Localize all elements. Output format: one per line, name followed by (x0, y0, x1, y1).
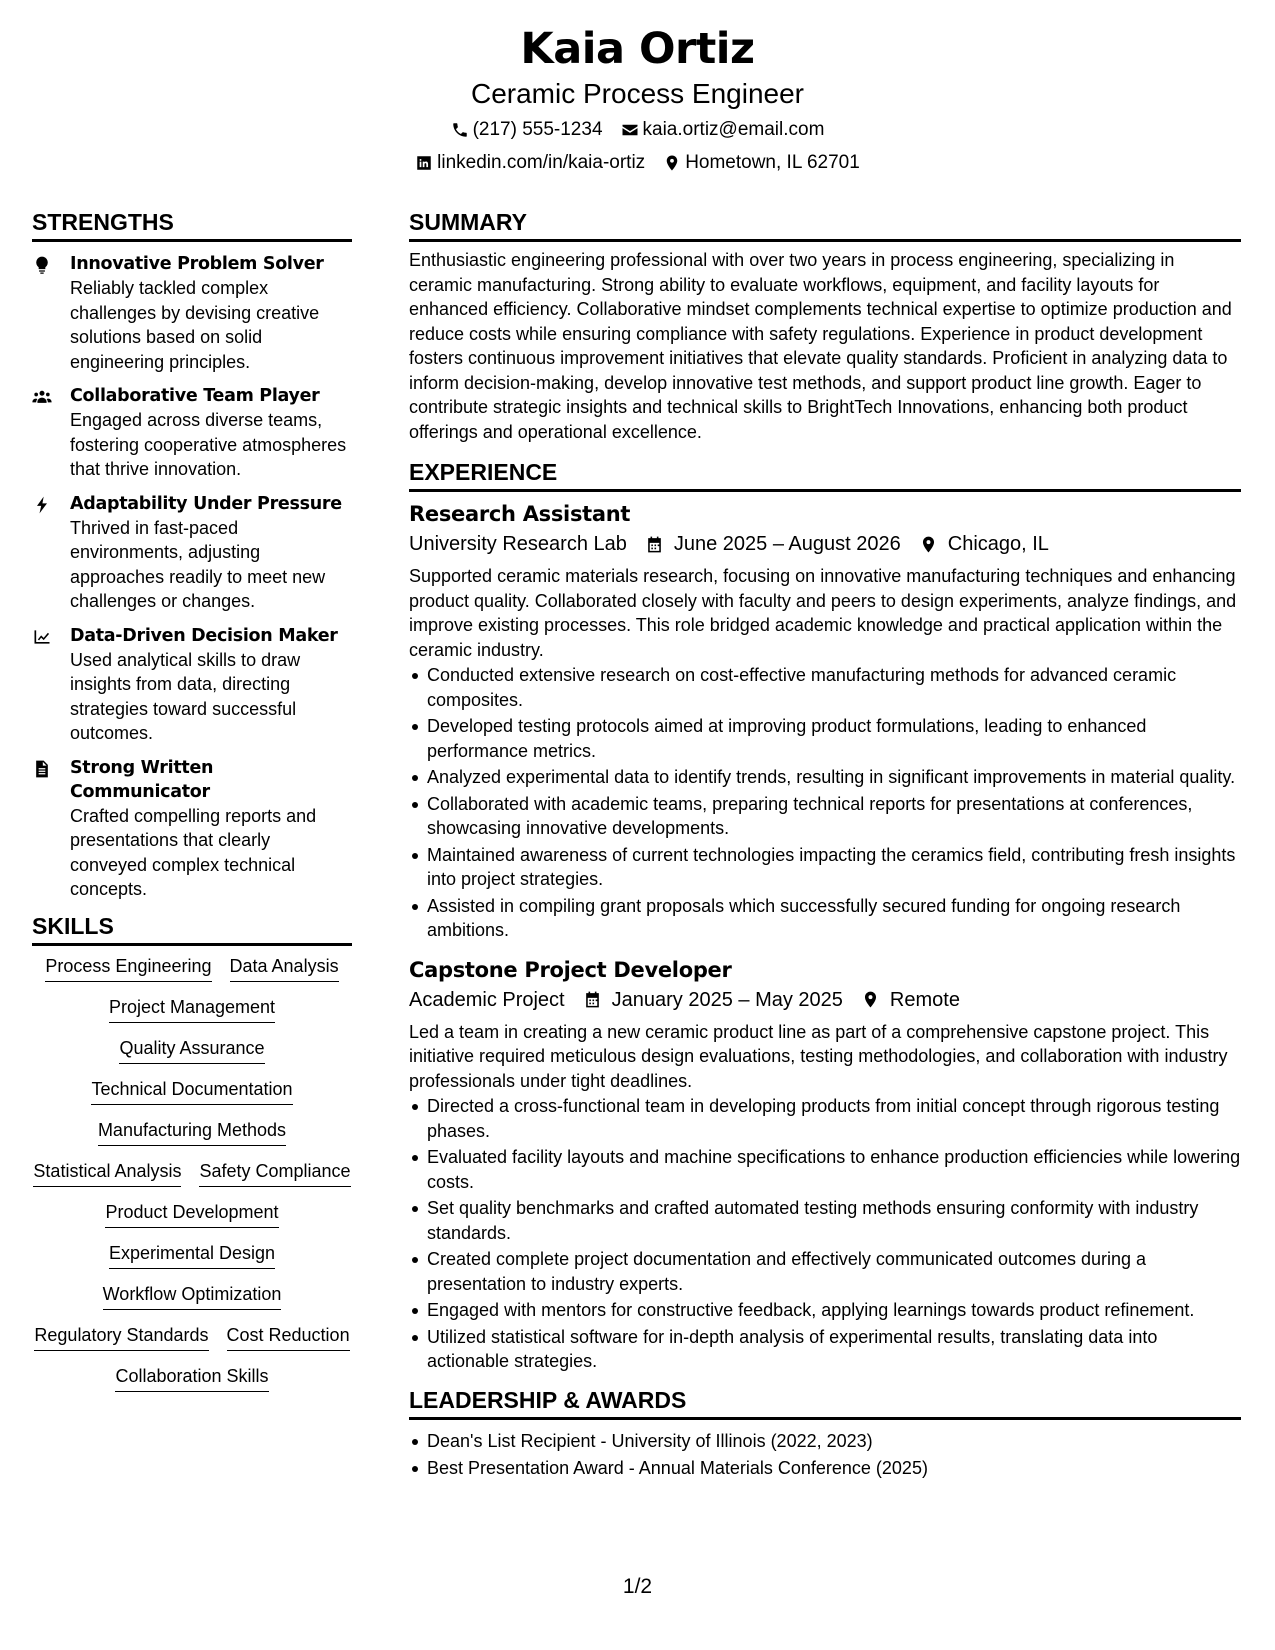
lightbulb-icon (32, 255, 52, 275)
strength-item (32, 492, 352, 614)
strength-item (32, 252, 352, 374)
skill-tag: Regulatory Standards (34, 1323, 208, 1351)
strengths-heading: STRENGTHS (32, 208, 352, 242)
experience-section (409, 458, 1241, 1374)
skill-tag: Quality Assurance (119, 1036, 264, 1064)
candidate-role: Ceramic Process Engineer (470, 78, 805, 109)
job-org: University Research Lab (409, 533, 627, 555)
job-dates-text: January 2025 – May 2025 (611, 988, 843, 1011)
skill-tag: Manufacturing Methods (98, 1118, 286, 1146)
job-org: Academic Project (409, 988, 565, 1011)
leadership-section (409, 1386, 1241, 1481)
job-bullet: Assisted in compiling grant proposals which successfully secured funding for ongoing research ambitions. (409, 894, 1241, 943)
job-bullet: Evaluated facility layouts and machine specifications to enhance production efficiencies while lowering costs. (409, 1145, 1241, 1194)
skills-list (32, 954, 352, 1392)
contact-row-1 (0, 118, 1275, 142)
right-column (409, 208, 1241, 1484)
skill-tag: Statistical Analysis (33, 1159, 181, 1187)
calendar-icon (583, 990, 602, 1009)
skill-tag: Project Management (109, 995, 275, 1023)
resume-header (0, 20, 1275, 175)
job-location-text: Chicago, IL (947, 533, 1049, 555)
job-dates (583, 986, 843, 1014)
strength-desc: Crafted compelling reports and presentations that clearly conveyed complex technical concepts. (70, 805, 317, 899)
job-dates-text: June 2025 – August 2026 (673, 533, 901, 555)
job-bullets (409, 663, 1241, 943)
job-location (861, 986, 960, 1014)
skill-tag: Data Analysis (230, 954, 339, 982)
map-pin-icon (919, 535, 938, 554)
skill-tag: Process Engineering (45, 954, 211, 982)
phone-number: (217) 555-1234 (472, 119, 603, 140)
phone-icon (451, 121, 469, 139)
job-bullet: Maintained awareness of current technologies impacting the ceramics field, contributing fresh insights into project strategies. (409, 843, 1241, 892)
job-description: Led a team in creating a new ceramic product line as part of a comprehensive capstone project. This initiative required meticulous design evaluations, testing methodologies, and collaboration with industry professionals under tight deadlines. (409, 1021, 1228, 1091)
email-contact[interactable] (621, 118, 825, 142)
job-entry (409, 500, 1241, 943)
contact-row-2 (0, 151, 1275, 175)
left-column (32, 208, 352, 1392)
strength-desc: Thrived in fast-paced environments, adjusting approaches readily to meet new challenges or changes. (70, 517, 326, 611)
strength-desc: Engaged across diverse teams, fostering cooperative atmospheres that thrive innovation. (70, 410, 347, 479)
job-bullet: Directed a cross-functional team in developing products from initial concept through rigorous testing phases. (409, 1094, 1241, 1143)
summary-heading: SUMMARY (409, 208, 1241, 242)
strength-desc: Reliably tackled complex challenges by devising creative solutions based on solid engineering principles. (70, 278, 320, 372)
award-item: Dean's List Recipient - University of Illinois (2022, 2023) (409, 1429, 1241, 1454)
job-entry (409, 956, 1241, 1374)
users-icon (32, 387, 52, 407)
strengths-list (32, 252, 352, 902)
strength-title: Strong Written Communicator (70, 757, 214, 802)
calendar-icon (645, 535, 664, 554)
leadership-list (409, 1429, 1241, 1481)
job-bullet: Utilized statistical software for in-depth analysis of experimental results, translating data into actionable strategies. (409, 1325, 1241, 1374)
linkedin-contact[interactable] (415, 151, 645, 175)
location-contact (663, 151, 860, 175)
bolt-icon (32, 495, 52, 515)
experience-heading: EXPERIENCE (409, 458, 1241, 492)
map-pin-icon (861, 990, 880, 1009)
job-meta (409, 986, 1241, 1014)
strength-desc: Used analytical skills to draw insights from data, directing strategies toward successful outcomes. (70, 649, 301, 743)
page-number: 1/2 (622, 1575, 653, 1598)
job-bullet: Analyzed experimental data to identify trends, resulting in significant improvements in material quality. (409, 765, 1241, 790)
job-bullet: Engaged with mentors for constructive feedback, applying learnings towards product refinement. (409, 1298, 1241, 1323)
file-icon (32, 759, 52, 779)
skill-tag: Product Development (105, 1200, 278, 1228)
job-location-text: Remote (889, 988, 960, 1011)
strength-title: Data-Driven Decision Maker (70, 625, 338, 646)
phone-contact (451, 118, 603, 142)
job-meta (409, 530, 1241, 558)
email-address[interactable]: kaia.ortiz@email.com (642, 119, 825, 140)
skill-tag: Safety Compliance (199, 1159, 350, 1187)
location-text: Hometown, IL 62701 (685, 152, 860, 173)
award-item: Best Presentation Award - Annual Materials Conference (2025) (409, 1456, 1241, 1481)
strength-title: Adaptability Under Pressure (70, 493, 342, 514)
skill-tag: Workflow Optimization (103, 1282, 282, 1310)
job-location (919, 530, 1049, 558)
linkedin-url[interactable]: linkedin.com/in/kaia-ortiz (437, 152, 646, 173)
job-dates (645, 530, 901, 558)
job-bullet: Set quality benchmarks and crafted automated testing methods ensuring conformity with industry standards. (409, 1196, 1241, 1245)
job-bullet: Collaborated with academic teams, preparing technical reports for presentations at conferences, showcasing innovative developments. (409, 792, 1241, 841)
skill-tag: Experimental Design (109, 1241, 275, 1269)
job-bullet: Conducted extensive research on cost-effective manufacturing methods for advanced ceramic composites. (409, 663, 1241, 712)
strength-title: Innovative Problem Solver (70, 254, 324, 274)
strength-item (32, 384, 352, 482)
map-pin-icon (663, 154, 681, 172)
summary-text: Enthusiastic engineering professional with over two years in process engineering, specializing in ceramic manufacturing. Strong ability to evaluate workflows, equipment, and facility layouts for enhanced efficiency. Collaborative mindset complements technical expertise to optimize production and reduce costs while ensuring compliance with safety regulations. Experience in product development fosters continuous improvement initiatives that elevate quality standards. Proficient in analyzing data to inform decision-making, develop innovative test methods, and support product line growth. Eager to contribute strategic insights and technical skills to BrightTech Innovations, enhancing both product offerings and operational excellence. (409, 250, 1232, 442)
chart-line-icon (32, 627, 52, 647)
skills-section (32, 912, 352, 1392)
job-description: Supported ceramic materials research, focusing on innovative manufacturing techniques and enhancing product quality. Collaborated closely with faculty and peers to design experiments, analyze findings, and improve existing processes. This role bridged academic knowledge and practical application within the ceramic industry. (409, 566, 1237, 660)
job-bullet: Developed testing protocols aimed at improving product formulations, leading to enhanced performance metrics. (409, 714, 1241, 763)
strength-item (32, 624, 352, 746)
envelope-icon (621, 121, 639, 139)
linkedin-icon (415, 154, 433, 172)
skill-tag: Technical Documentation (91, 1077, 292, 1105)
strength-title: Collaborative Team Player (70, 386, 320, 406)
strength-item (32, 756, 352, 902)
skills-heading: SKILLS (32, 912, 352, 946)
job-title: Research Assistant (409, 502, 631, 526)
job-bullets (409, 1094, 1241, 1374)
job-bullet: Created complete project documentation and effectively communicated outcomes during a presentation to industry experts. (409, 1247, 1241, 1296)
skill-tag: Collaboration Skills (115, 1364, 268, 1392)
candidate-name: Kaia Ortiz (520, 24, 755, 74)
skill-tag: Cost Reduction (227, 1323, 350, 1351)
leadership-heading: LEADERSHIP & AWARDS (409, 1386, 1241, 1420)
job-title: Capstone Project Developer (409, 957, 732, 982)
